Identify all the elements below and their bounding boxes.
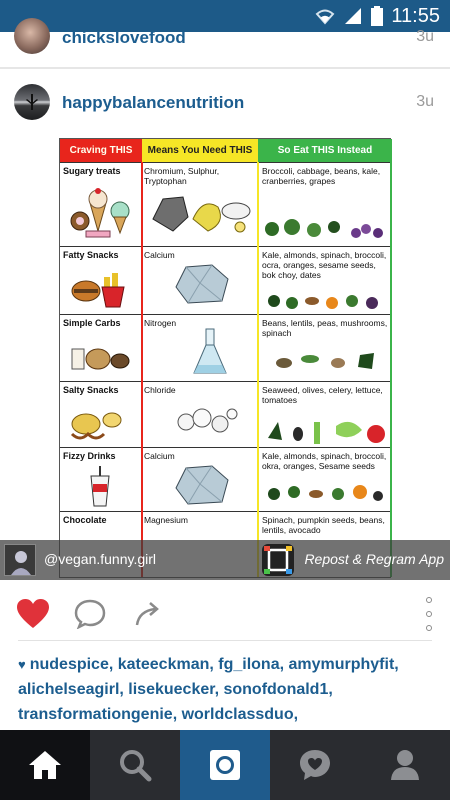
likes-list [18, 652, 438, 727]
nav-profile[interactable] [360, 730, 450, 800]
post-header-chickslovefood[interactable] [0, 22, 450, 54]
veggies-illustration [262, 215, 388, 245]
craving-cell: Fatty Snacks [63, 250, 119, 260]
eat-cell: Kale, almonds, spinach, broccoli, ocra, oranges, sesame seeds, bok choy, dates [262, 250, 387, 280]
likers-text[interactable]: transformationgenie, worldclassduo, [18, 706, 299, 723]
nav-home[interactable] [0, 730, 90, 800]
activity-icon [298, 748, 332, 782]
eat-cell: Broccoli, cabbage, beans, kale, cranberries, grapes [262, 166, 381, 186]
calcium-rock-illustration [172, 261, 232, 307]
more-icon [426, 597, 432, 603]
camera-icon [208, 748, 242, 782]
like-button[interactable] [15, 596, 51, 632]
eat-cell: Seaweed, olives, celery, lettuce, tomatoes [262, 385, 383, 405]
craving-cell: Chocolate [63, 515, 107, 525]
eat-cell: Spinach, pumpkin seeds, beans, lentils, avocado [262, 515, 385, 535]
post-time: 3u [416, 93, 434, 110]
avatar[interactable] [14, 18, 50, 54]
craving-cell: Fizzy Drinks [63, 451, 116, 461]
more-options-button[interactable] [422, 594, 436, 634]
eat-cell: Beans, lentils, peas, mushrooms, spinach [262, 318, 388, 338]
column-header-need: Means You Need THIS [142, 139, 258, 162]
fast-food-illustration [68, 267, 134, 309]
repost-avatar [4, 544, 36, 576]
column-header-eat: So Eat THIS Instead [258, 139, 392, 162]
nav-search[interactable] [90, 730, 180, 800]
flask-illustration [190, 327, 230, 379]
likes-line[interactable] [18, 652, 438, 677]
home-icon [27, 749, 63, 781]
post-image[interactable] [0, 135, 450, 585]
need-cell: Calcium [144, 250, 175, 260]
craving-cell: Sugary treats [63, 166, 121, 176]
share-button[interactable] [130, 596, 166, 632]
soda-cup-illustration [88, 466, 112, 508]
post-header-happybalancenutrition[interactable] [0, 82, 450, 122]
username-link[interactable]: chickslovefood [62, 28, 186, 47]
username-link[interactable]: happybalancenutrition [62, 93, 245, 112]
craving-cell: Simple Carbs [63, 318, 121, 328]
comment-button[interactable] [72, 596, 108, 632]
divider [0, 67, 450, 69]
divider [18, 640, 432, 641]
minerals-illustration [148, 189, 254, 239]
post-actions [0, 594, 450, 634]
avatar-silhouette-icon [14, 84, 50, 120]
repost-app-icon [262, 544, 294, 576]
need-cell: Chromium, Sulphur, Tryptophan [144, 166, 220, 186]
likers-text[interactable]: nudespice, kateeckman, fg_ilona, amymurphyfit, [29, 656, 399, 673]
chips-illustration [66, 402, 132, 442]
table-row [60, 162, 392, 246]
bread-illustration [68, 335, 134, 375]
column-divider [141, 162, 143, 577]
nav-camera[interactable] [180, 730, 270, 800]
calcium-rock-illustration [172, 462, 232, 508]
status-time: 11:55 [391, 4, 440, 27]
bottom-nav [0, 730, 450, 800]
eat-cell: Kale, almonds, spinach, broccoli, okra, oranges, Sesame seeds [262, 451, 387, 471]
veggies-illustration [262, 478, 388, 508]
profile-icon [390, 749, 420, 781]
sweets-illustration [68, 181, 134, 241]
need-cell: Nitrogen [144, 318, 177, 328]
share-icon [133, 599, 163, 629]
column-divider [257, 162, 259, 577]
column-header-craving: Craving THIS [60, 139, 142, 162]
likes-heart-icon: ♥ [18, 657, 26, 672]
column-divider [390, 162, 392, 577]
avatar[interactable] [14, 84, 50, 120]
table-row [60, 314, 392, 381]
likers-text[interactable]: alichelseagirl, lisekuecker, sonofdonald1, [18, 681, 333, 698]
repost-username: @vegan.funny.girl [44, 551, 157, 567]
need-cell: Chloride [144, 385, 176, 395]
repost-app-label: Repost & Regram App [304, 551, 444, 567]
need-cell: Magnesium [144, 515, 188, 525]
craving-cell: Salty Snacks [63, 385, 119, 395]
repost-overlay [0, 540, 450, 580]
veggies-illustration [262, 347, 388, 375]
table-row [60, 447, 392, 511]
search-icon [118, 748, 152, 782]
post-time: 3u [416, 28, 434, 45]
need-cell: Calcium [144, 451, 175, 461]
nav-activity[interactable] [270, 730, 360, 800]
heart-icon [16, 599, 50, 629]
veggies-illustration [262, 416, 388, 446]
table-row [60, 381, 392, 447]
salt-crystals-illustration [172, 400, 242, 440]
more-icon [426, 625, 432, 631]
table-row [60, 246, 392, 314]
avatar-person-icon [5, 545, 37, 577]
veggies-illustration [262, 289, 388, 313]
comment-icon [74, 599, 106, 629]
more-icon [426, 611, 432, 617]
cravings-chart [59, 138, 391, 578]
